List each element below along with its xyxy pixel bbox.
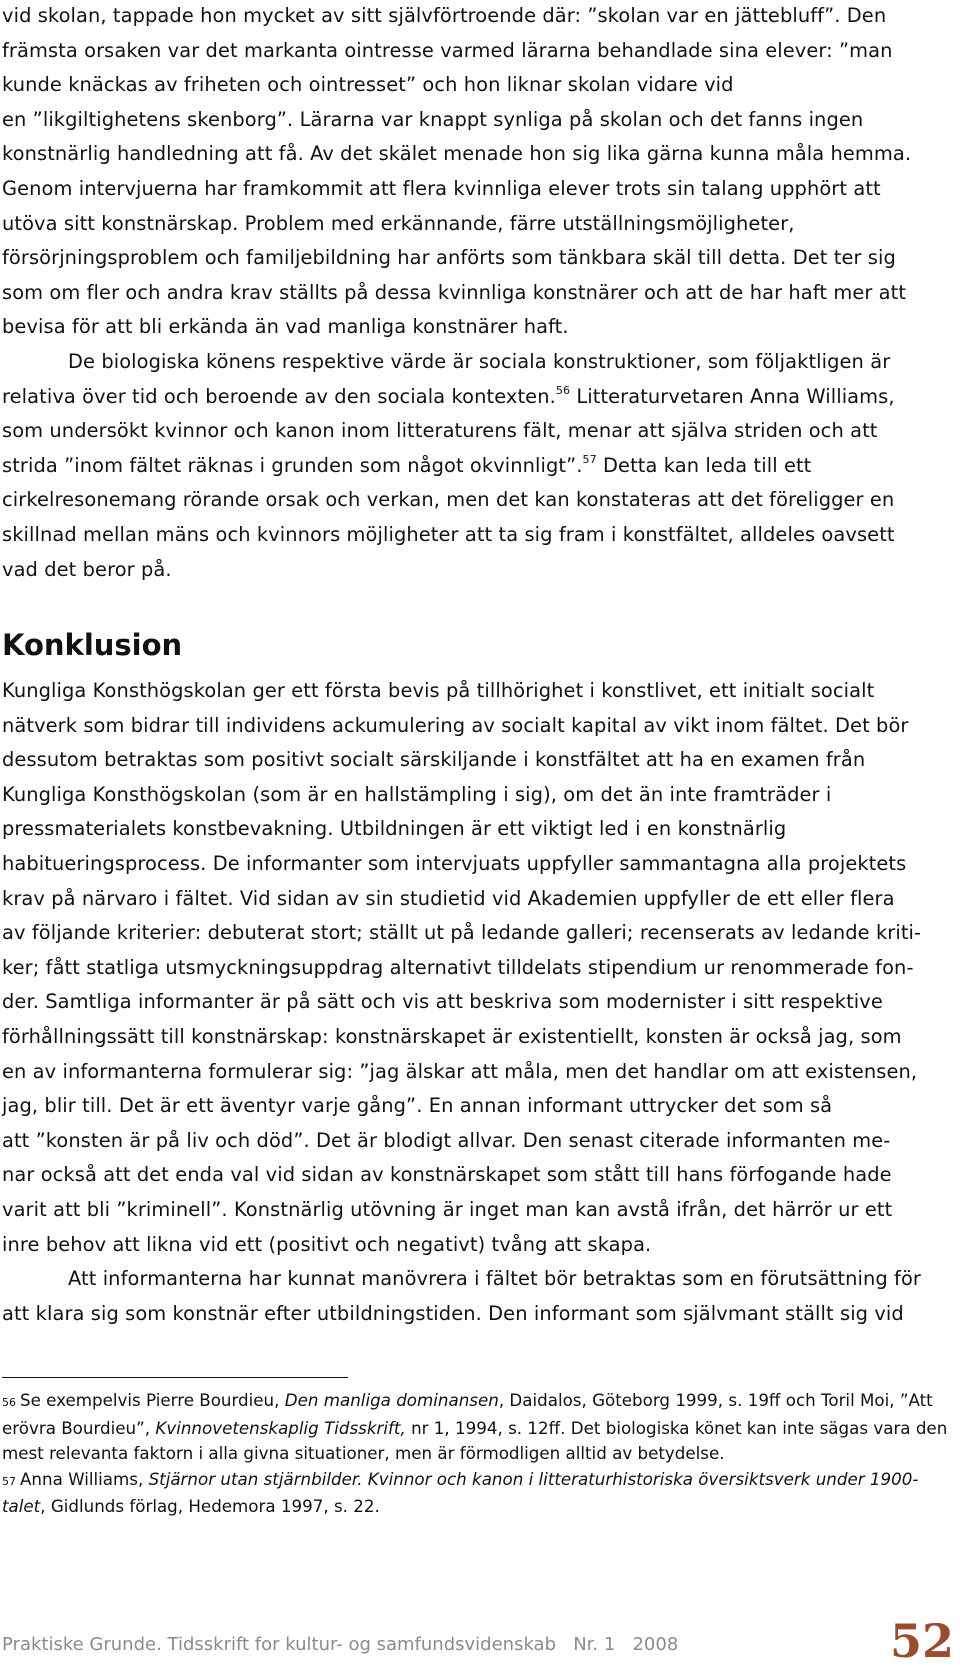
- text-line: att klara sig som konstnär efter utbildningstiden. Den informant som självmant ställt sig vid: [2, 1301, 904, 1325]
- text-line: inre behov att likna vid ett (positivt och negativt) tvång att skapa.: [2, 1232, 652, 1256]
- footnote-number: 56: [2, 1396, 16, 1409]
- paragraph-biological-sexes: [2, 345, 952, 587]
- footnote-56: [2, 1388, 952, 1467]
- text-line: varit att bli ”kriminell”. Konstnärlig utövning är inget man kan avstå ifrån, det härrör ur ett: [2, 1197, 893, 1221]
- text-line: jag, blir till. Det är ett äventyr varje gång”. En annan informant uttrycker det som så: [2, 1094, 833, 1118]
- footnote-ref-57[interactable]: 57: [582, 452, 597, 466]
- footnote-ref-56[interactable]: 56: [555, 383, 571, 397]
- text-line: Kungliga Konsthögskolan ger ett första bevis på tillhörighet i konstlivet, ett initialt socialt: [2, 679, 875, 702]
- book-title: Stjärnor utan stjärnbilder. Kvinnor och kanon i litteraturhistoriska översiktsverk under 1900-talet: [2, 1468, 919, 1516]
- journal-title: Praktiske Grunde. Tidsskrift for kultur- og samfundsvidenskab: [2, 1634, 557, 1655]
- footnote-57: [2, 1467, 952, 1520]
- text-line: cirkelresonemang rörande orsak och verkan, men det kan konstateras att det föreligger en: [2, 488, 895, 512]
- text-line: kunde knäckas av friheten och ointresset” och hon liknar skolan vidare vid: [2, 73, 734, 97]
- book-title: Den manliga dominansen: [284, 1390, 499, 1410]
- text-line: främsta orsaken var det markanta ointresse varmed lärarna behandlade sina elever: ”man: [2, 38, 893, 62]
- paragraph-continued: [2, 0, 952, 345]
- text-line: en av informanterna formulerar sig: ”jag älskar att måla, men det handlar om att existensen,: [2, 1059, 918, 1083]
- text-segment: relativa över tid och beroende av den sociala kontexten.: [2, 384, 556, 408]
- text-line: förhållningssätt till konstnärskap: konstnärskapet är existentiellt, konsten är också jag, som: [2, 1024, 902, 1048]
- page-footer: [2, 1614, 958, 1668]
- text-line: dessutom betraktas som positivt socialt särskiljande i konstfältet att ha en examen från: [2, 748, 866, 772]
- text-line: ker; fått statliga utsmyckningsuppdrag alternativt tilldelats stipendium ur renommerade fon-: [2, 955, 914, 979]
- text-line: nätverk som bidrar till individens ackumulering av socialt kapital av vikt inom fältet. Det bör: [2, 713, 909, 737]
- text-line: av följande kriterier: debuterat stort; ställt ut på ledande galleri; recenserats av ledande kriti-: [2, 921, 922, 945]
- text-line: bevisa för att bli erkända än vad manliga konstnärer haft.: [2, 315, 569, 339]
- text-line: vid skolan, tappade hon mycket av sitt självförtroende där: ”skolan var en jättebluff”. Den: [2, 4, 887, 27]
- text-line: utöva sitt konstnärskap. Problem med erkännande, färre utställningsmöjligheter,: [2, 211, 795, 235]
- paragraph-informants: [2, 1262, 952, 1331]
- journal-name: [2, 1634, 678, 1655]
- text-line: försörjningsproblem och familjebildning har anförts som tänkbara skäl till detta. Det ter sig: [2, 246, 896, 270]
- text-line: krav på närvaro i fältet. Vid sidan av sin studietid vid Akademien uppfyller de ett eller flera: [2, 886, 895, 910]
- footnote-text: , Daidalos, Göteborg 1999, s. 19ff och Toril Moi, ”Att erövra Bourdieu”,: [2, 1390, 933, 1438]
- footnote-text: nr 1, 1994, s. 12ff. Det biologiska könet kan inte sägas vara den mest relevanta faktorn i alla givna situationer, men är förmodligen alltid av betydelse.: [2, 1417, 948, 1463]
- text-segment: Detta kan leda till ett: [596, 453, 812, 477]
- text-line: De biologiska könens respektive värde är sociala konstruktioner, som följaktligen är: [68, 349, 891, 373]
- section-heading: Konklusion: [2, 628, 183, 662]
- text-line: skillnad mellan mäns och kvinnors möjligheter att ta sig fram i konstfältet, alldeles oavsett: [2, 522, 895, 546]
- text-line: [2, 449, 952, 484]
- footnote-text: Anna Williams,: [20, 1468, 149, 1489]
- footnote-number: 57: [2, 1474, 16, 1488]
- text-line: nar också att det enda val vid sidan av konstnärskapet som stått till hans förfogande hade: [2, 1163, 892, 1187]
- journal-title: Kvinnovetenskaplig Tidsskrift,: [155, 1417, 406, 1438]
- text-line: som om fler och andra krav ställts på dessa kvinnliga konstnärer och att de har haft mer att: [2, 280, 907, 304]
- text-line: Att informanterna har kunnat manövrera i fältet bör betraktas som en förutsättning för: [68, 1267, 921, 1291]
- text-segment: Litteraturvetaren Anna Williams,: [570, 384, 895, 408]
- issue-year: 2008: [632, 1634, 679, 1655]
- text-line: habitueringsprocess. De informanter som intervjuats uppfyller sammantagna alla projektets: [2, 851, 907, 875]
- page-number: 52: [889, 1614, 954, 1668]
- text-line: att ”konsten är på liv och död”. Det är blodigt allvar. Den senast citerade informanten me-: [2, 1128, 891, 1152]
- text-line: Genom intervjuerna har framkommit att flera kvinnliga elever trots sin talang upphört att: [2, 176, 881, 200]
- text-line: konstnärlig handledning att få. Av det skälet menade hon sig lika gärna kunna måla hemma.: [2, 142, 912, 166]
- footnote-text: , Gidlunds förlag, Hedemora 1997, s. 22.: [40, 1496, 380, 1516]
- paragraph-conclusion: [2, 674, 952, 1262]
- footnote-text: Se exempelvis Pierre Bourdieu,: [20, 1390, 285, 1410]
- text-line: [2, 380, 952, 415]
- text-line: vad det beror på.: [2, 557, 172, 581]
- issue-number: Nr. 1: [573, 1634, 616, 1655]
- text-line: pressmaterialets konstbevakning. Utbildningen är ett viktigt led i en konstnärlig: [2, 817, 787, 841]
- text-segment: strida ”inom fältet räknas i grunden som något okvinnligt”.: [2, 453, 583, 477]
- text-line: som undersökt kvinnor och kanon inom litteraturens fält, menar att själva striden och att: [2, 419, 878, 443]
- text-line: en ”likgiltighetens skenborg”. Lärarna var knappt synliga på skolan och det fanns ingen: [2, 107, 864, 131]
- footnotes: [2, 1388, 952, 1520]
- body-text-top: [2, 0, 952, 587]
- text-line: der. Samtliga informanter är på sätt och vis att beskriva som modernister i sitt respektive: [2, 990, 883, 1014]
- footnote-divider: [2, 1377, 348, 1378]
- text-line: Kungliga Konsthögskolan (som är en hallstämpling i sig), om det än inte framträder i: [2, 782, 832, 806]
- conclusion-text: [2, 674, 952, 1331]
